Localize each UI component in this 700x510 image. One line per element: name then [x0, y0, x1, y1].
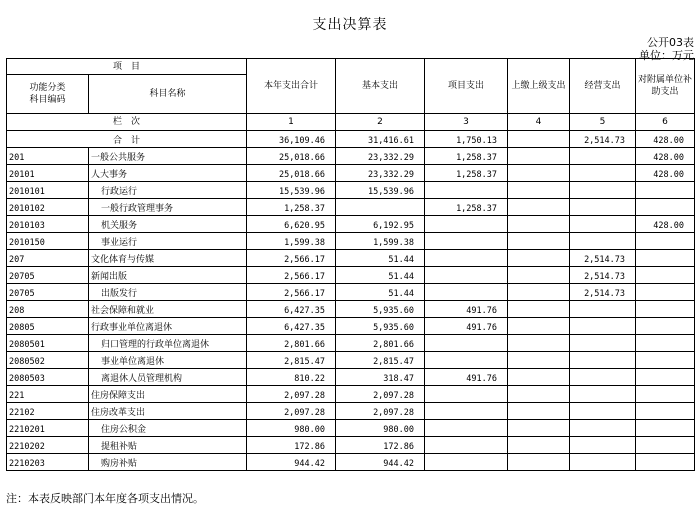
amount-cell	[425, 403, 508, 420]
func-code-cell: 2210203	[7, 454, 89, 471]
amount-cell	[425, 335, 508, 352]
amount-cell	[570, 148, 636, 165]
amount-cell	[425, 420, 508, 437]
amount-cell	[508, 148, 570, 165]
table-row	[7, 437, 695, 454]
amount-cell	[570, 301, 636, 318]
amount-cell	[636, 250, 695, 267]
amount-cell: 15,539.96	[247, 182, 336, 199]
table-row	[7, 352, 695, 369]
amount-cell	[425, 267, 508, 284]
func-code-cell: 20805	[7, 318, 89, 335]
subject-name-cell: 新闻出版	[89, 267, 247, 284]
amount-cell: 2,566.17	[247, 267, 336, 284]
subject-name-cell: 文化体育与传媒	[89, 250, 247, 267]
total-cell: 36,109.46	[247, 131, 336, 148]
amount-cell	[570, 216, 636, 233]
amount-cell	[425, 454, 508, 471]
amount-cell	[636, 335, 695, 352]
total-row	[7, 131, 695, 148]
amount-cell	[425, 216, 508, 233]
amount-cell: 1,258.37	[247, 199, 336, 216]
amount-cell: 51.44	[336, 267, 425, 284]
amount-cell: 2,815.47	[336, 352, 425, 369]
func-code-cell: 2010101	[7, 182, 89, 199]
expenditure-table	[6, 58, 695, 471]
amount-cell	[570, 420, 636, 437]
amount-cell	[508, 199, 570, 216]
amount-cell: 2,514.73	[570, 284, 636, 301]
func-code-cell: 2080501	[7, 335, 89, 352]
amount-cell	[508, 454, 570, 471]
amount-cell	[425, 233, 508, 250]
form-code: 公开03表	[647, 36, 694, 49]
amount-cell: 2,566.17	[247, 284, 336, 301]
table-row	[7, 403, 695, 420]
col-number: 4	[508, 114, 570, 131]
amount-cell	[508, 369, 570, 386]
table-row	[7, 284, 695, 301]
table-row	[7, 318, 695, 335]
row-index-label: 栏 次	[7, 114, 247, 131]
amount-cell: 944.42	[336, 454, 425, 471]
subject-name-cell: 行政事业单位离退休	[89, 318, 247, 335]
amount-cell	[508, 403, 570, 420]
amount-cell	[425, 352, 508, 369]
amount-cell: 6,620.95	[247, 216, 336, 233]
subject-name-cell: 社会保障和就业	[89, 301, 247, 318]
total-cell: 2,514.73	[570, 131, 636, 148]
amount-cell: 172.86	[336, 437, 425, 454]
func-code-cell: 2210201	[7, 420, 89, 437]
amount-cell	[570, 199, 636, 216]
amount-cell	[425, 386, 508, 403]
subject-name-cell: 事业运行	[89, 233, 247, 250]
amount-cell	[425, 284, 508, 301]
table-row	[7, 454, 695, 471]
amount-cell	[636, 369, 695, 386]
amount-cell: 172.86	[247, 437, 336, 454]
table-row	[7, 267, 695, 284]
amount-cell	[508, 267, 570, 284]
subject-name-cell: 住房公积金	[89, 420, 247, 437]
func-code-cell: 221	[7, 386, 89, 403]
amount-cell: 944.42	[247, 454, 336, 471]
amount-cell: 2,514.73	[570, 250, 636, 267]
amount-cell: 25,018.66	[247, 165, 336, 182]
amount-cell: 980.00	[336, 420, 425, 437]
func-code-cell: 201	[7, 148, 89, 165]
amount-cell	[508, 284, 570, 301]
amount-cell: 980.00	[247, 420, 336, 437]
amount-cell: 2,514.73	[570, 267, 636, 284]
amount-cell: 6,192.95	[336, 216, 425, 233]
amount-cell: 51.44	[336, 250, 425, 267]
amount-cell	[636, 403, 695, 420]
amount-cell	[636, 352, 695, 369]
amount-cell: 23,332.29	[336, 165, 425, 182]
func-code-header: 功能分类 科目编码	[7, 75, 89, 114]
amount-cell: 428.00	[636, 165, 695, 182]
amount-cell: 2,097.28	[336, 403, 425, 420]
total-label: 合 计	[7, 131, 247, 148]
amount-cell	[570, 335, 636, 352]
amount-cell	[508, 386, 570, 403]
table-row	[7, 165, 695, 182]
table-row	[7, 199, 695, 216]
table-row	[7, 216, 695, 233]
amount-cell: 6,427.35	[247, 318, 336, 335]
amount-cell	[570, 165, 636, 182]
col-number: 1	[247, 114, 336, 131]
amount-cell	[570, 437, 636, 454]
func-code-cell: 2080502	[7, 352, 89, 369]
header-row-1	[7, 59, 695, 75]
amount-cell: 2,566.17	[247, 250, 336, 267]
amount-cell: 23,332.29	[336, 148, 425, 165]
amount-cell: 2,815.47	[247, 352, 336, 369]
amount-cell	[636, 454, 695, 471]
col-total-header: 本年支出合计	[247, 59, 336, 114]
table-row	[7, 233, 695, 250]
amount-cell	[570, 386, 636, 403]
amount-cell: 25,018.66	[247, 148, 336, 165]
amount-cell: 2,097.28	[247, 403, 336, 420]
amount-cell	[570, 454, 636, 471]
func-code-cell: 2080503	[7, 369, 89, 386]
col-upper-header: 上缴上级支出	[508, 59, 570, 114]
subject-name-cell: 人大事务	[89, 165, 247, 182]
subject-name-cell: 住房改革支出	[89, 403, 247, 420]
amount-cell	[508, 301, 570, 318]
table-row	[7, 148, 695, 165]
amount-cell: 1,258.37	[425, 165, 508, 182]
subject-name-cell: 归口管理的行政单位离退休	[89, 335, 247, 352]
table-row	[7, 369, 695, 386]
amount-cell: 5,935.60	[336, 318, 425, 335]
table-row	[7, 420, 695, 437]
amount-cell: 318.47	[336, 369, 425, 386]
amount-cell	[508, 250, 570, 267]
amount-cell: 428.00	[636, 216, 695, 233]
func-code-cell: 2210202	[7, 437, 89, 454]
func-code-cell: 22102	[7, 403, 89, 420]
amount-cell	[570, 369, 636, 386]
amount-cell	[570, 233, 636, 250]
amount-cell: 491.76	[425, 301, 508, 318]
amount-cell: 1,258.37	[425, 199, 508, 216]
table-row	[7, 250, 695, 267]
amount-cell	[425, 437, 508, 454]
func-code-cell: 20705	[7, 267, 89, 284]
amount-cell	[570, 352, 636, 369]
func-code-cell: 208	[7, 301, 89, 318]
amount-cell	[636, 420, 695, 437]
table-row	[7, 182, 695, 199]
col-basic-header: 基本支出	[336, 59, 425, 114]
amount-cell: 2,097.28	[247, 386, 336, 403]
func-code-cell: 20705	[7, 284, 89, 301]
func-code-cell: 2010102	[7, 199, 89, 216]
amount-cell	[636, 301, 695, 318]
col-business-header: 经营支出	[570, 59, 636, 114]
amount-cell: 2,097.28	[336, 386, 425, 403]
subject-name-header: 科目名称	[89, 75, 247, 114]
subject-name-cell: 事业单位离退休	[89, 352, 247, 369]
page-title: 支出决算表	[312, 17, 388, 33]
amount-cell	[508, 216, 570, 233]
subject-name-cell: 机关服务	[89, 216, 247, 233]
total-cell: 428.00	[636, 131, 695, 148]
amount-cell	[425, 182, 508, 199]
col-number: 3	[425, 114, 508, 131]
amount-cell	[508, 437, 570, 454]
amount-cell	[508, 335, 570, 352]
amount-cell: 2,801.66	[336, 335, 425, 352]
func-code-cell: 2010150	[7, 233, 89, 250]
amount-cell: 491.76	[425, 318, 508, 335]
amount-cell: 15,539.96	[336, 182, 425, 199]
amount-cell	[508, 318, 570, 335]
amount-cell: 1,599.38	[247, 233, 336, 250]
amount-cell: 51.44	[336, 284, 425, 301]
table-row	[7, 386, 695, 403]
amount-cell	[636, 437, 695, 454]
subject-name-cell: 提租补贴	[89, 437, 247, 454]
total-cell: 31,416.61	[336, 131, 425, 148]
amount-cell	[570, 182, 636, 199]
amount-cell	[508, 352, 570, 369]
amount-cell	[636, 182, 695, 199]
unit-label: 单位：万元	[639, 49, 694, 62]
amount-cell: 810.22	[247, 369, 336, 386]
func-code-cell: 207	[7, 250, 89, 267]
subject-name-cell: 一般公共服务	[89, 148, 247, 165]
amount-cell	[425, 250, 508, 267]
amount-cell: 6,427.35	[247, 301, 336, 318]
amount-cell: 1,258.37	[425, 148, 508, 165]
amount-cell	[636, 199, 695, 216]
subject-name-cell: 离退休人员管理机构	[89, 369, 247, 386]
column-index-row	[7, 114, 695, 131]
footnote: 注：本表反映部门本年度各项支出情况。	[6, 492, 204, 505]
col-number: 2	[336, 114, 425, 131]
col-number: 5	[570, 114, 636, 131]
amount-cell	[636, 233, 695, 250]
table-row	[7, 301, 695, 318]
amount-cell: 1,599.38	[336, 233, 425, 250]
subject-name-cell: 出版发行	[89, 284, 247, 301]
subject-name-cell: 一般行政管理事务	[89, 199, 247, 216]
col-subsidy-header: 对附属单位补助支出	[636, 59, 695, 114]
amount-cell: 5,935.60	[336, 301, 425, 318]
total-cell: 1,750.13	[425, 131, 508, 148]
amount-cell	[636, 318, 695, 335]
amount-cell: 491.76	[425, 369, 508, 386]
amount-cell	[336, 199, 425, 216]
amount-cell: 428.00	[636, 148, 695, 165]
table-row	[7, 335, 695, 352]
subject-name-cell: 购房补贴	[89, 454, 247, 471]
col-number: 6	[636, 114, 695, 131]
amount-cell	[570, 318, 636, 335]
amount-cell: 2,801.66	[247, 335, 336, 352]
amount-cell	[570, 403, 636, 420]
func-code-cell: 20101	[7, 165, 89, 182]
amount-cell	[508, 233, 570, 250]
amount-cell	[636, 284, 695, 301]
func-code-cell: 2010103	[7, 216, 89, 233]
total-cell	[508, 131, 570, 148]
col-project-header: 项目支出	[425, 59, 508, 114]
item-header: 项 目	[7, 59, 247, 75]
amount-cell	[636, 267, 695, 284]
subject-name-cell: 行政运行	[89, 182, 247, 199]
amount-cell	[508, 182, 570, 199]
amount-cell	[508, 420, 570, 437]
amount-cell	[508, 165, 570, 182]
subject-name-cell: 住房保障支出	[89, 386, 247, 403]
amount-cell	[636, 386, 695, 403]
